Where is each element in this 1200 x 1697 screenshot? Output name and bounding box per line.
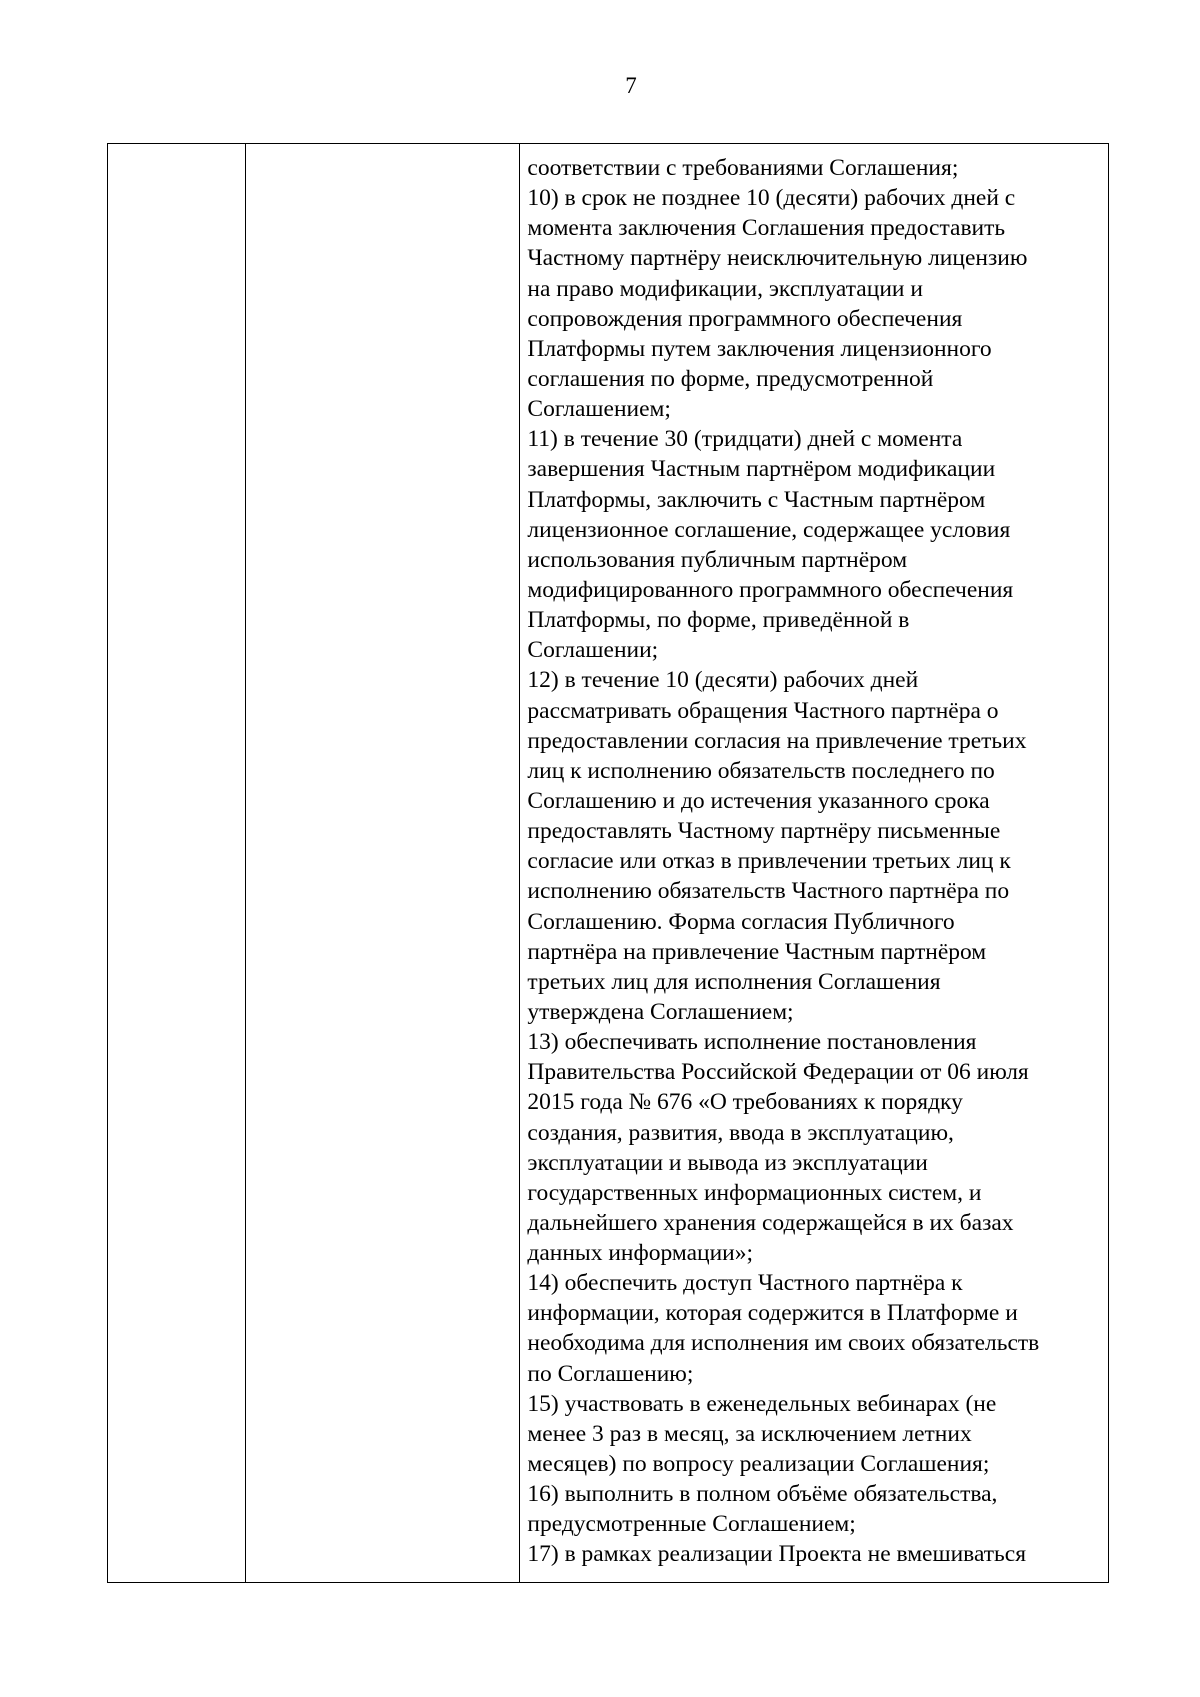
text-line: утверждена Соглашением; bbox=[527, 998, 794, 1025]
text-line: Платформы путем заключения лицензионного bbox=[527, 335, 992, 362]
text-line: Платформы, заключить с Частным партнёром bbox=[527, 486, 986, 513]
page-number: 7 bbox=[625, 73, 637, 98]
text-line: по Соглашению; bbox=[527, 1360, 694, 1387]
text-line: соответствии с требованиями Соглашения; bbox=[527, 155, 959, 181]
text-line: лиц к исполнению обязательств последнего по bbox=[527, 757, 995, 784]
text-line: соглашения по форме, предусмотренной bbox=[527, 365, 934, 392]
text-line: на право модификации, эксплуатации и bbox=[527, 275, 923, 302]
text-line: Правительства Российской Федерации от 06 июля bbox=[527, 1059, 1029, 1086]
text-line: Соглашением; bbox=[527, 396, 671, 423]
text-line: создания, развития, ввода в эксплуатацию, bbox=[527, 1119, 954, 1146]
text-line: 15) участвовать в еженедельных вебинарах (не bbox=[527, 1390, 997, 1417]
text-line: третьих лиц для исполнения Соглашения bbox=[527, 968, 941, 995]
text-line: данных информации»; bbox=[527, 1240, 754, 1267]
text-line: момента заключения Соглашения предоставить bbox=[527, 215, 1006, 242]
text-line: рассматривать обращения Частного партнёра о bbox=[527, 697, 999, 724]
obligations-text bbox=[520, 144, 1108, 1570]
table-cell-2 bbox=[246, 144, 520, 1583]
text-line: Частному партнёру неисключительную лицензию bbox=[527, 245, 1028, 272]
text-line: Соглашению и до истечения указанного срока bbox=[527, 787, 990, 814]
text-line: 17) в рамках реализации Проекта не вмешиваться bbox=[527, 1541, 1026, 1568]
text-line: 12) в течение 10 (десяти) рабочих дней bbox=[527, 667, 919, 694]
table-cell-3 bbox=[520, 144, 1109, 1583]
table-cell-1 bbox=[108, 144, 246, 1583]
text-line: сопровождения программного обеспечения bbox=[527, 305, 963, 332]
text-line: 2015 года № 676 «О требованиях к порядку bbox=[527, 1089, 963, 1116]
text-line: 14) обеспечить доступ Частного партнёра к bbox=[527, 1270, 963, 1297]
text-line: исполнению обязательств Частного партнёра по bbox=[527, 878, 1010, 905]
text-line: лицензионное соглашение, содержащее условия bbox=[527, 516, 1011, 543]
text-line: партнёра на привлечение Частным партнёром bbox=[527, 938, 987, 965]
text-line: завершения Частным партнёром модификации bbox=[527, 456, 996, 483]
text-line: 16) выполнить в полном объёме обязательства, bbox=[527, 1481, 998, 1508]
table-row bbox=[108, 144, 1109, 1583]
text-line: Соглашению. Форма согласия Публичного bbox=[527, 908, 955, 935]
agreement-table bbox=[107, 143, 1109, 1583]
text-line: 11) в течение 30 (тридцати) дней с момента bbox=[527, 426, 963, 453]
text-line: использования публичным партнёром bbox=[527, 546, 908, 573]
text-line: эксплуатации и вывода из эксплуатации bbox=[527, 1149, 928, 1176]
text-line: 10) в срок не позднее 10 (десяти) рабочих дней с bbox=[527, 185, 1016, 212]
text-line: необходима для исполнения им своих обязательств bbox=[527, 1330, 1040, 1357]
text-line: дальнейшего хранения содержащейся в их базах bbox=[527, 1209, 1014, 1236]
text-line: месяцев) по вопросу реализации Соглашения; bbox=[527, 1451, 990, 1478]
text-line: предоставлять Частному партнёру письменные bbox=[527, 818, 1001, 845]
text-line: информации, которая содержится в Платформе и bbox=[527, 1300, 1018, 1327]
text-line: предусмотренные Соглашением; bbox=[527, 1511, 856, 1538]
text-line: Платформы, по форме, приведённой в bbox=[527, 607, 910, 634]
text-line: менее 3 раз в месяц, за исключением летних bbox=[527, 1420, 972, 1447]
text-line: 13) обеспечивать исполнение постановления bbox=[527, 1029, 977, 1056]
text-line: государственных информационных систем, и bbox=[527, 1179, 982, 1206]
text-line: согласие или отказ в привлечении третьих лиц к bbox=[527, 848, 1011, 875]
text-line: модифицированного программного обеспечения bbox=[527, 576, 1014, 603]
text-line: предоставлении согласия на привлечение третьих bbox=[527, 727, 1027, 754]
text-line: Соглашении; bbox=[527, 637, 659, 664]
